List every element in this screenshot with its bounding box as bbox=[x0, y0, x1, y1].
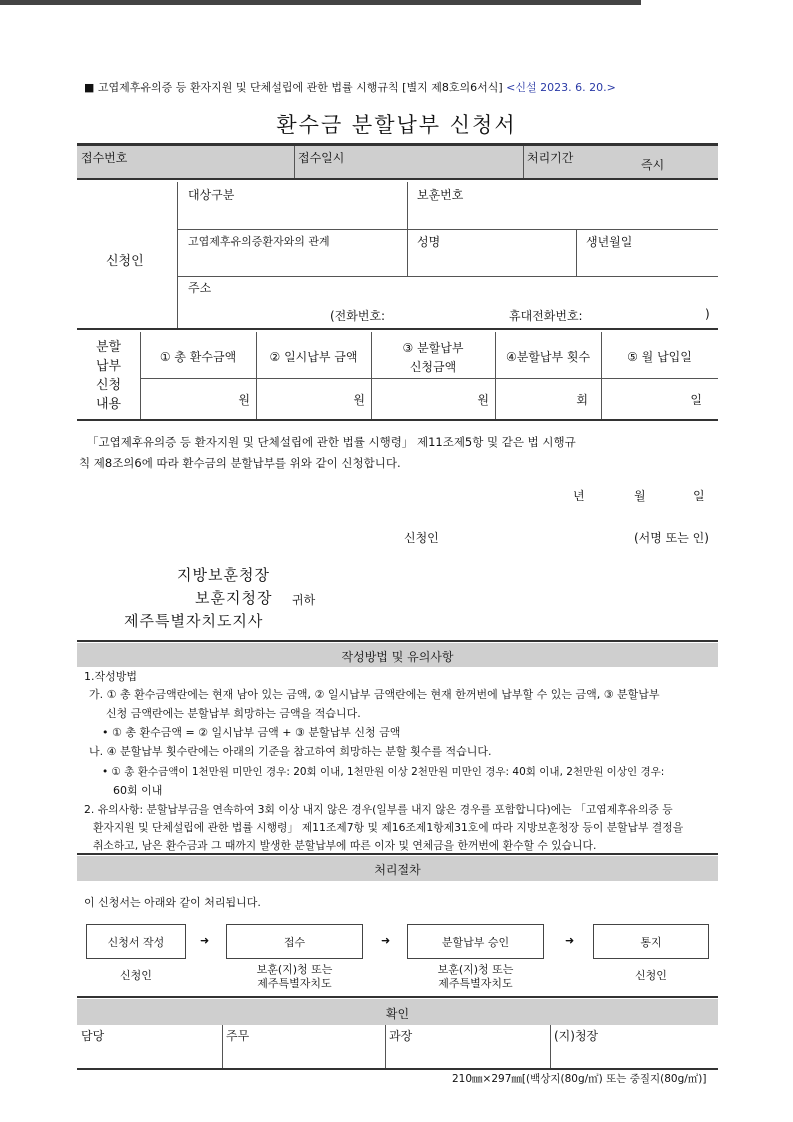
arrow-right-icon: ➜ bbox=[381, 934, 391, 947]
total-amount-unit: 원 bbox=[238, 393, 250, 407]
birth-date-label: 생년월일 bbox=[586, 235, 633, 249]
statement-line-2: 칙 제8조의6에 따라 환수금의 분할납부를 위와 같이 신청합니다. bbox=[79, 456, 401, 470]
paper-spec: 210㎜×297㎜[(백상지(80g/㎡) 또는 중질지(80g/㎡)] bbox=[452, 1073, 707, 1085]
note-1b-line-2: • ① 총 환수금액이 1천만원 미만인 경우: 20회 이내, 1천만원 이상 2천만원 미만인 경우: 40회 이내, 2천만원 이상인 경우: bbox=[102, 766, 665, 778]
note-1-heading: 1.작성방법 bbox=[84, 670, 137, 683]
veteran-number-label: 보훈번호 bbox=[417, 188, 464, 202]
close-paren: ) bbox=[705, 307, 710, 321]
lump-sum-unit: 원 bbox=[353, 393, 365, 407]
installment-section-label: 분할 납부 신청 내용 bbox=[95, 340, 122, 412]
total-amount-header: ① 총 환수금액 bbox=[159, 350, 237, 364]
page-title: 환수금 분할납부 신청서 bbox=[276, 113, 517, 137]
note-2-line-1: 2. 유의사항: 분할납부금을 연속하여 3회 이상 내지 않은 경우(일부를 내지 않은 경우를 포함합니다)에는 「고엽제후유의증 등 bbox=[84, 803, 673, 816]
confirm-staff-label: 담당 bbox=[81, 1029, 105, 1043]
confirm-chief-label: 주무 bbox=[226, 1029, 250, 1043]
note-2-line-3: 취소하고, 남은 환수금과 그 때까지 발생한 분할납부에 따른 이자 및 연체금을 한꺼번에 환수할 수 있습니다. bbox=[93, 839, 597, 852]
honorific: 귀하 bbox=[292, 593, 316, 607]
step-notify-box: 통지 bbox=[593, 924, 709, 959]
processing-period-label: 처리기간 bbox=[527, 151, 574, 165]
step-approve-actor: 보훈(지)청 또는 제주특별자치도 bbox=[437, 963, 514, 990]
note-1b-line-3: 60회 이내 bbox=[113, 784, 163, 797]
step-apply-actor: 신청인 bbox=[120, 969, 152, 982]
installment-count-header: ④분할납부 횟수 bbox=[505, 350, 591, 364]
process-title: 처리절차 bbox=[374, 863, 421, 877]
day-label: 일 bbox=[693, 489, 705, 503]
confirm-manager-label: 과장 bbox=[389, 1029, 413, 1043]
arrow-right-icon: ➜ bbox=[565, 934, 575, 947]
signature-note: (서명 또는 인) bbox=[634, 531, 709, 545]
addressee-jeju: 제주특별자치도지사 bbox=[124, 612, 264, 630]
installment-amount-unit: 원 bbox=[477, 393, 489, 407]
signer-label: 신청인 bbox=[404, 531, 439, 545]
receipt-row bbox=[77, 146, 718, 178]
statement-line-1: 「고엽제후유의증 등 환자지원 및 단체설립에 관한 법률 시행령」 제11조제5항 및 같은 법 시행규 bbox=[87, 435, 576, 449]
processing-period-value: 즉시 bbox=[641, 158, 665, 172]
note-1a-line-3: • ① 총 환수금액 = ② 일시납부 금액 + ③ 분할납부 신청 금액 bbox=[102, 726, 401, 739]
addressee-regional: 지방보훈청장 bbox=[177, 566, 270, 584]
receipt-number-label: 접수번호 bbox=[81, 151, 128, 165]
confirm-director-label: (지)청장 bbox=[554, 1029, 599, 1043]
payment-day-unit: 일 bbox=[690, 393, 702, 407]
note-1a-line-1: 가. ① 총 환수금액란에는 현재 남아 있는 금액, ② 일시납부 금액란에는 현재 한꺼번에 납부할 수 있는 금액, ③ 분할납부 bbox=[89, 688, 660, 701]
note-2-line-2: 환자지원 및 단체설립에 관한 법률 시행령」 제11조제7항 및 제16조제1항제31호에 따라 지방보훈청장 등이 분할납부 결정을 bbox=[93, 821, 684, 834]
law-reference: 고엽제후유의증 등 환자지원 및 단체설립에 관한 법률 시행규칙 [별지 제8호의6서식] bbox=[97, 81, 503, 94]
receipt-date-label: 접수일시 bbox=[298, 151, 345, 165]
step-notify-actor: 신청인 bbox=[635, 969, 667, 982]
step-receive-box: 접수 bbox=[226, 924, 363, 959]
payment-day-header: ⑤ 월 납입일 bbox=[627, 350, 692, 364]
step-approve-box: 분할납부 승인 bbox=[407, 924, 544, 959]
process-intro: 이 신청서는 아래와 같이 처리됩니다. bbox=[84, 896, 261, 909]
bullet-icon: ■ bbox=[84, 81, 95, 94]
step-apply-box: 신청서 작성 bbox=[86, 924, 186, 959]
notes-title: 작성방법 및 유의사항 bbox=[341, 650, 454, 664]
year-label: 년 bbox=[573, 489, 585, 503]
form-reference bbox=[84, 79, 616, 95]
phone-label: (전화번호: bbox=[330, 309, 386, 323]
arrow-right-icon: ➜ bbox=[200, 934, 210, 947]
name-label: 성명 bbox=[417, 235, 441, 249]
confirm-title: 확인 bbox=[385, 1007, 410, 1021]
lump-sum-header: ② 일시납부 금액 bbox=[269, 350, 358, 364]
step-receive-actor: 보훈(지)청 또는 제주특별자치도 bbox=[256, 963, 333, 990]
applicant-section-label: 신청인 bbox=[106, 254, 144, 269]
note-1b-line-1: 나. ④ 분할납부 횟수란에는 아래의 기준을 참고하여 희망하는 분할 횟수를 적습니다. bbox=[89, 745, 492, 758]
month-label: 월 bbox=[634, 489, 646, 503]
installment-count-unit: 회 bbox=[576, 393, 588, 407]
relation-label: 고엽제후유의증환자와의 관계 bbox=[188, 235, 330, 248]
address-label: 주소 bbox=[188, 281, 212, 295]
installment-amount-header: ③ 분할납부 신청금액 bbox=[402, 341, 464, 374]
revision-note: <신설 2023. 6. 20.> bbox=[506, 81, 616, 94]
mobile-label: 휴대전화번호: bbox=[509, 309, 583, 323]
target-type-label: 대상구분 bbox=[188, 188, 235, 202]
note-1a-line-2: 신청 금액란에는 분할납부 희망하는 금액을 적습니다. bbox=[106, 707, 361, 720]
addressee-branch: 보훈지청장 bbox=[195, 589, 273, 607]
